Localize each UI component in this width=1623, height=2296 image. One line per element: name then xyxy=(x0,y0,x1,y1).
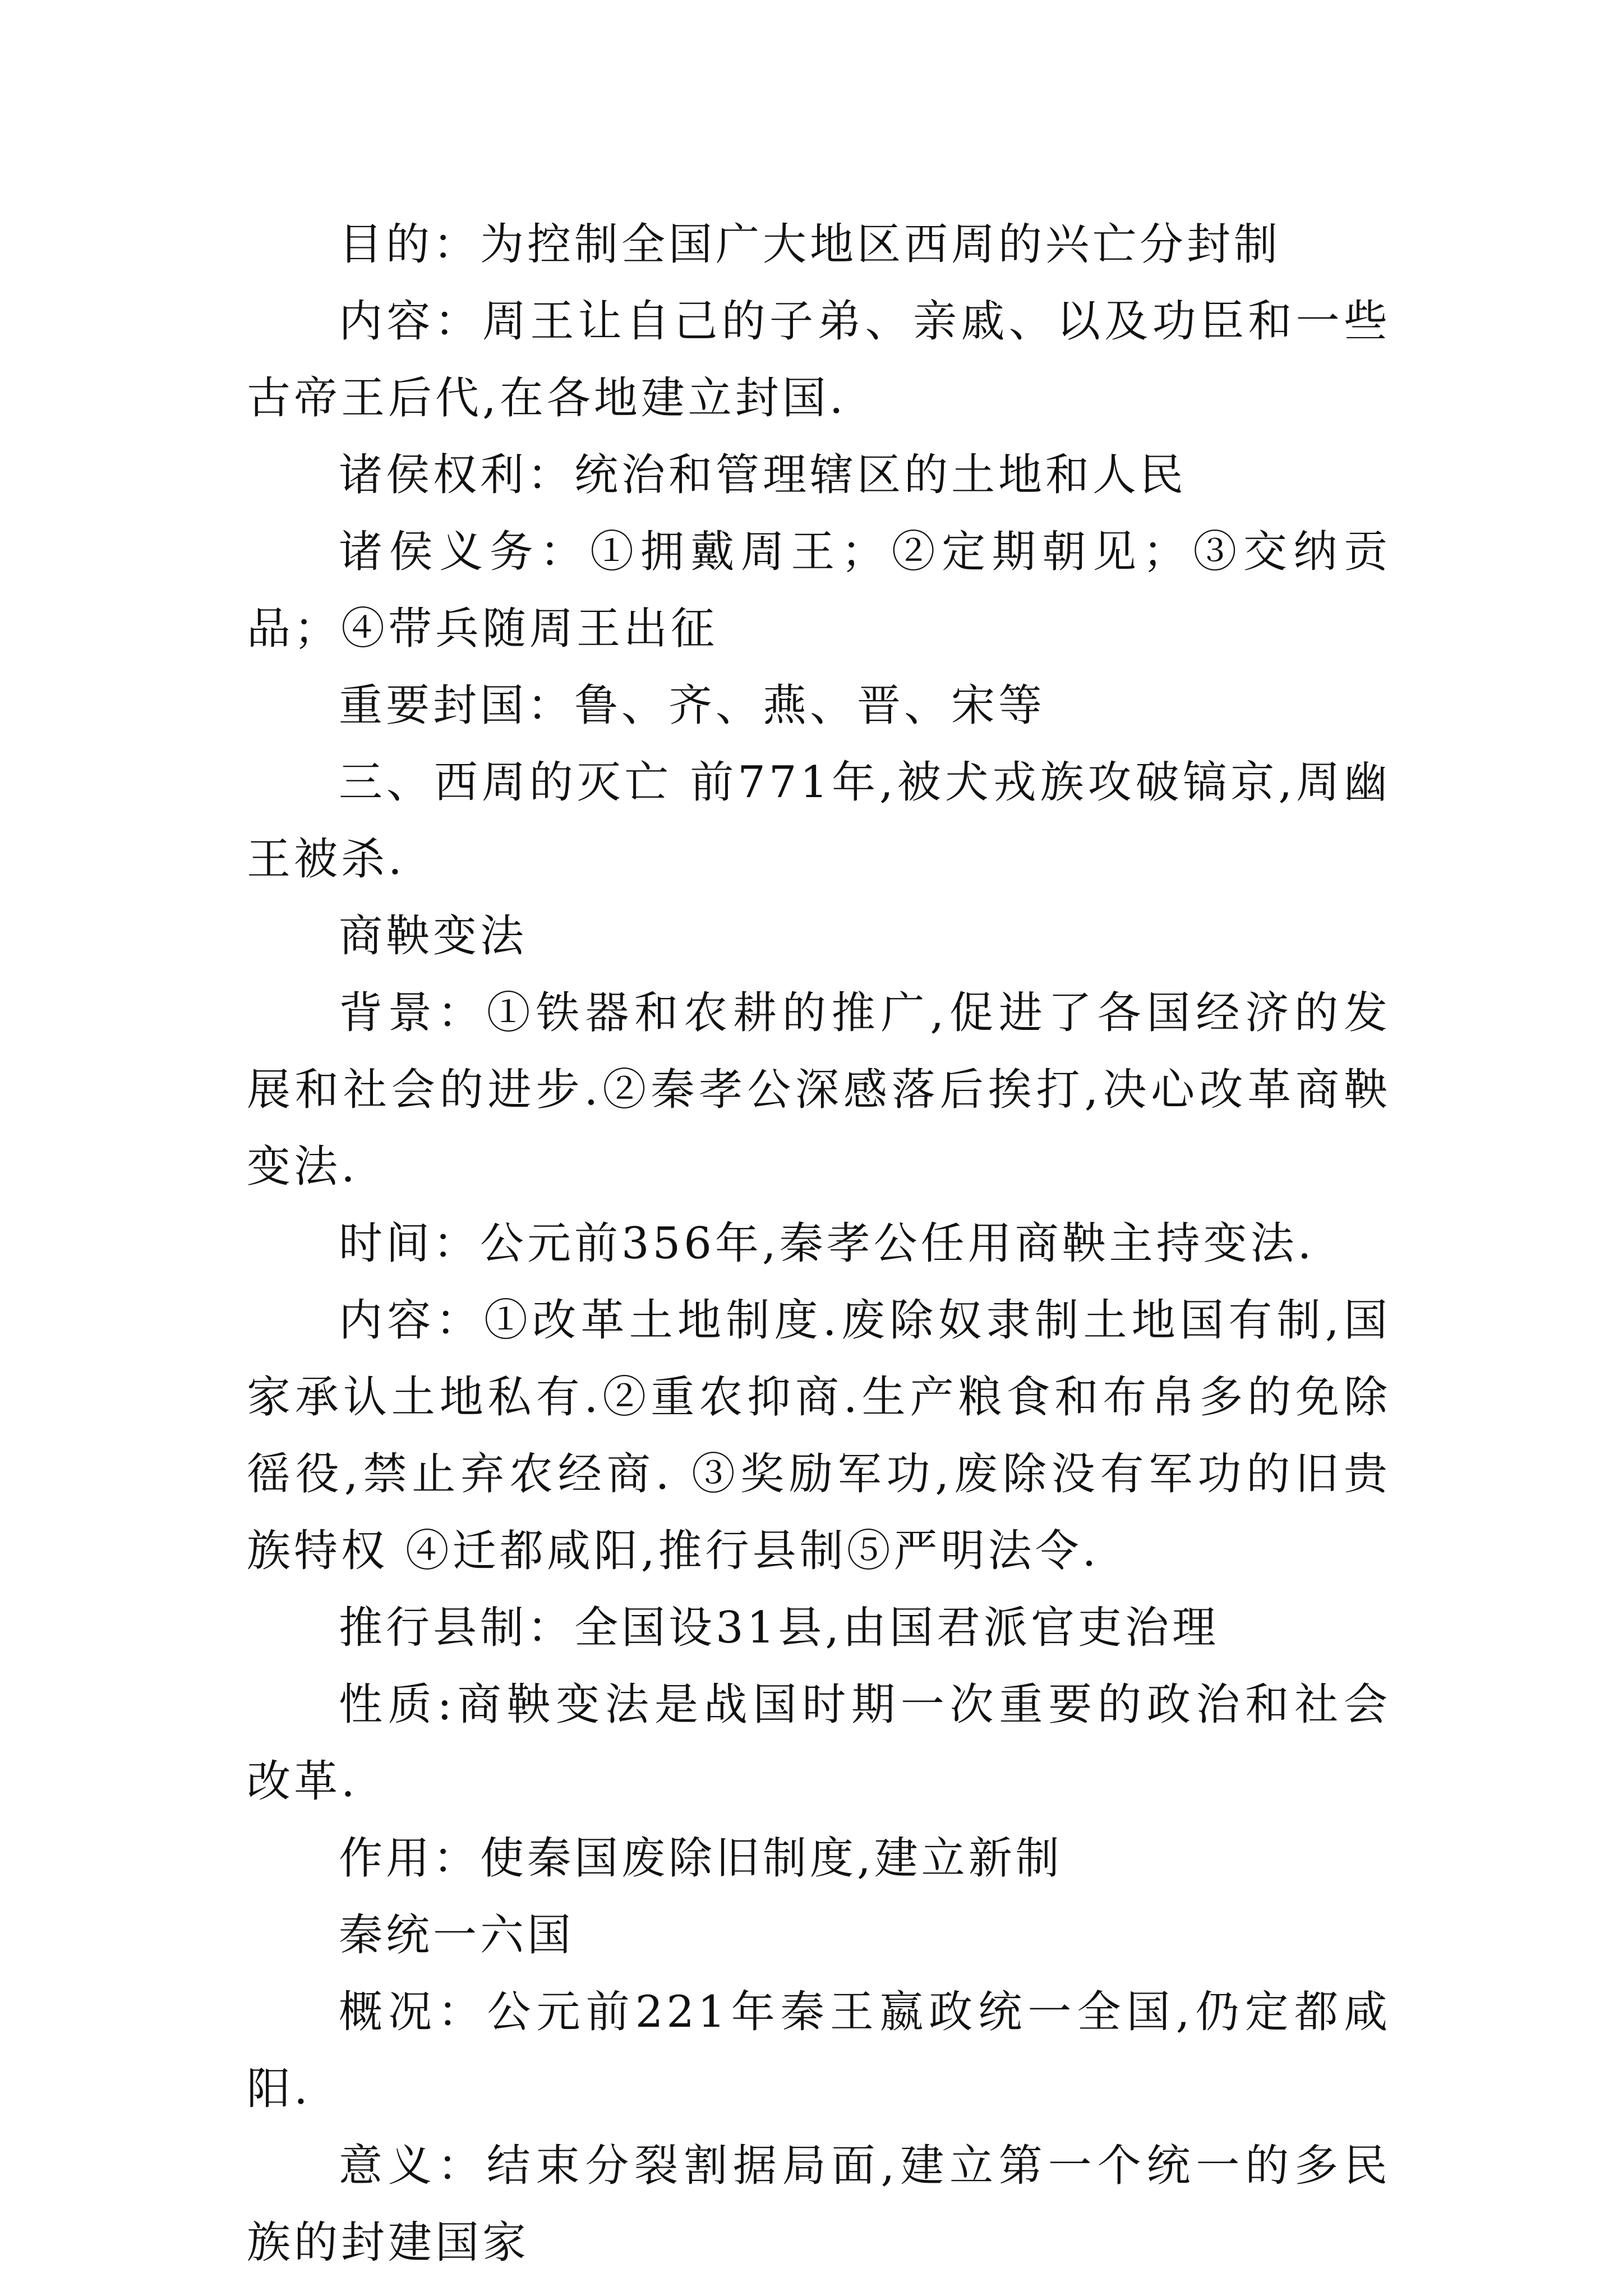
paragraph-major-fiefs: 重要封国：鲁、齐、燕、晋、宋等 xyxy=(339,680,1046,731)
paragraph-content: 内容：周王让自己的子弟、亲戚、以及功臣和一些古帝王后代,在各地建立封国. xyxy=(247,296,1391,424)
paragraph-nature: 性质:商鞅变法是战国时期一次重要的政治和社会改革. xyxy=(247,1680,1391,1807)
paragraph-overview: 概况：公元前221年秦王嬴政统一全国,仍定都咸阳. xyxy=(247,1987,1391,2114)
paragraph-significance: 意义：结束分裂割据局面,建立第一个统一的多民族的封建国家 xyxy=(247,2141,1391,2268)
heading-qin-unification: 秦统一六国 xyxy=(339,1910,575,1961)
paragraph-purpose: 目的：为控制全国广大地区西周的兴亡分封制 xyxy=(339,219,1281,270)
document-body xyxy=(247,206,1391,2281)
paragraph-county-system: 推行县制：全国设31县,由国君派官吏治理 xyxy=(339,1603,1220,1653)
paragraph-effect: 作用：使秦国废除旧制度,建立新制 xyxy=(339,1833,1063,1884)
paragraph-western-zhou-fall: 三、西周的灭亡 前771年,被犬戎族攻破镐京,周幽王被杀. xyxy=(247,757,1391,885)
paragraph-vassal-rights: 诸侯权利：统治和管理辖区的土地和人民 xyxy=(339,450,1187,500)
heading-shang-yang-reform: 商鞅变法 xyxy=(339,911,528,961)
paragraph-vassal-duties: 诸侯义务：①拥戴周王；②定期朝见；③交纳贡品；④带兵随周王出征 xyxy=(247,527,1391,654)
paragraph-time: 时间：公元前356年,秦孝公任用商鞅主持变法. xyxy=(339,1218,1315,1269)
paragraph-reform-content: 内容：①改革土地制度.废除奴隶制土地国有制,国家承认土地私有.②重农抑商.生产粮食和布帛多的免除徭役,禁止弃农经商. ③奖励军功,废除没有军功的旧贵族特权 ④迁都咸阳,推行县制⑤严明法令. xyxy=(247,1295,1391,1576)
paragraph-background: 背景：①铁器和农耕的推广,促进了各国经济的发展和社会的进步.②秦孝公深感落后挨打,决心改革商鞅变法. xyxy=(247,988,1391,1192)
